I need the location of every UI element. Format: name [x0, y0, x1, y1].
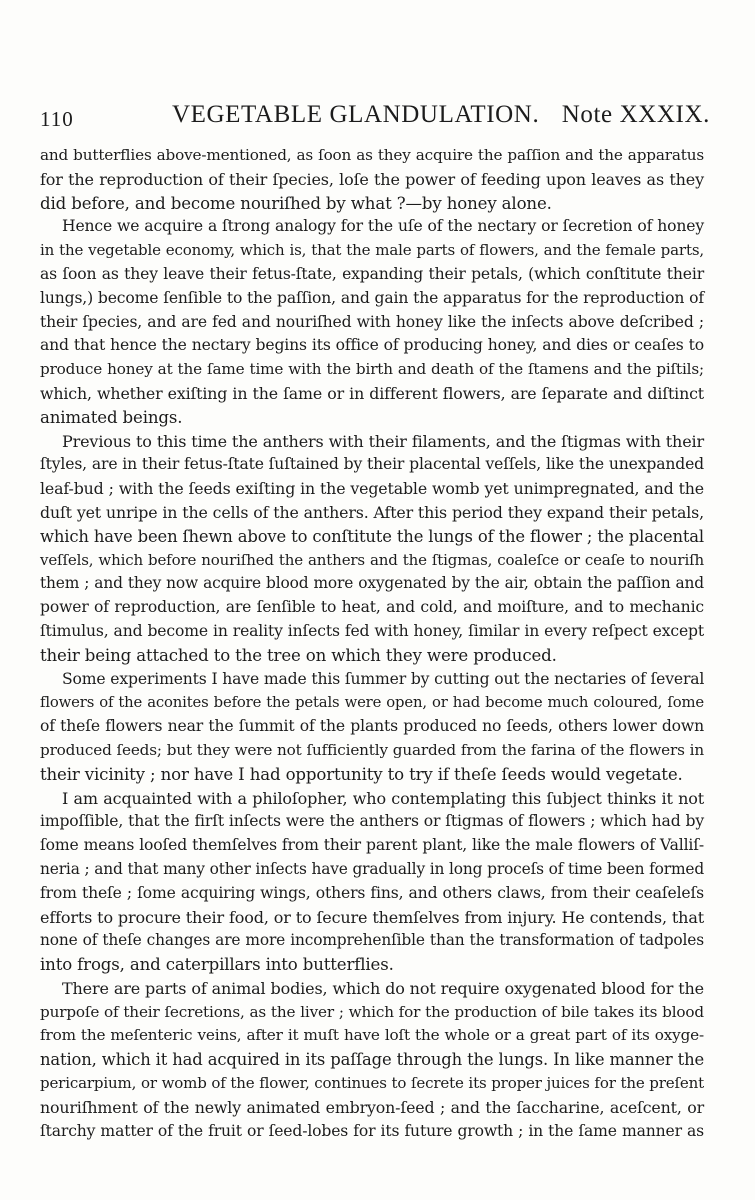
text-line: produce honey at the ſame time with the birth and death of the ſtamens and the piſtils; — [40, 360, 704, 379]
body-text — [40, 144, 704, 1143]
page-title: VEGETABLE GLANDULATION. — [172, 101, 540, 128]
text-line: Previous to this time the anthers with their filaments, and the ſtigmas with their — [62, 431, 704, 451]
text-line: flowers of the aconites before the petals were open, or had become much coloured, ſome — [40, 694, 704, 712]
text-line: purpoſe of their ſecretions, as the liver ; which for the production of bile takes its blood — [40, 1002, 704, 1021]
text-line: animated beings. — [40, 407, 183, 427]
page-number: 110 — [40, 107, 74, 131]
text-line: lungs,) become ſenſible to the paſſion, and gain the apparatus for the reproduction of — [40, 288, 704, 307]
text-line: pericarpium, or womb of the flower, continues to ſecrete its proper juices for the preſent — [40, 1074, 704, 1093]
text-line: There are parts of animal bodies, which do not require oxygenated blood for the — [62, 978, 704, 998]
note-label: Note XXXIX. — [561, 101, 710, 128]
text-line: their vicinity ; nor have I had opportunity to try if theſe ſeeds would vegetate. — [40, 764, 683, 784]
text-line: and butterflies above-mentioned, as ſoon as they acquire the paſſion and the apparatus — [40, 146, 704, 164]
text-line: in the vegetable economy, which is, that the male parts of flowers, and the female parts, — [40, 241, 704, 260]
text-line: leaf-bud ; with the ſeeds exiſting in the vegetable womb yet unimpregnated, and the — [40, 479, 704, 499]
text-line: none of theſe changes are more incomprehenſible than the transformation of tadpoles — [40, 931, 704, 950]
text-line: their ſpecies, and are fed and nouriſhed with honey like the inſects above deſcribed ; — [40, 312, 704, 331]
text-line: them ; and they now acquire blood more oxygenated by the air, obtain the paſſion and — [40, 574, 704, 593]
text-line: from theſe ; ſome acquiring wings, others fins, and others claws, from their ceaſeleſs — [40, 883, 704, 902]
text-line: impoſſible, that the firſt inſects were the anthers or ſtigmas of flowers ; which had by — [40, 812, 704, 831]
text-line: ſtarchy matter of the fruit or ſeed-lobes for its future growth ; in the ſame manner as — [40, 1121, 704, 1140]
text-line: ſome means looſed themſelves from their parent plant, like the male flowers of Valliſ- — [40, 836, 704, 855]
text-line: duſt yet unripe in the cells of the anthers. After this period they expand their petals, — [40, 502, 704, 522]
text-line: I am acquainted with a philoſopher, who contemplating this ſubject thinks it not — [62, 788, 704, 808]
text-line: ſtyles, are in their fetus-ſtate ſuſtained by their placental veſſels, like the unexpanded — [40, 455, 704, 474]
running-head — [40, 101, 710, 137]
text-line: as ſoon as they leave their fetus-ſtate, expanding their petals, (which conſtitute their — [40, 264, 704, 283]
text-line: power of reproduction, are ſenſible to heat, and cold, and moiſture, and to mechanic — [40, 598, 704, 617]
text-line: did before, and become nouriſhed by what ?—by honey alone. — [40, 193, 552, 213]
text-line: nouriſhment of the newly animated embryon-ſeed ; and the ſaccharine, aceſcent, or — [40, 1097, 704, 1117]
text-line: of theſe flowers near the ſummit of the plants produced no ſeeds, others lower down — [40, 717, 704, 736]
text-line: nation, which it had acquired in its paſſage through the lungs. In like manner the — [40, 1050, 705, 1070]
text-line: Hence we acquire a ſtrong analogy for the uſe of the nectary or ſecretion of honey — [62, 217, 704, 236]
text-line: efforts to procure their food, or to ſecure themſelves from injury. He contends, that — [40, 907, 704, 927]
text-line: Some experiments I have made this ſummer by cutting out the nectaries of ſeveral — [62, 669, 705, 688]
text-line: from the meſenteric veins, after it muſt have loſt the whole or a great part of its oxyge- — [40, 1026, 704, 1045]
text-line: and that hence the nectary begins its office of producing honey, and dies or ceaſes to — [40, 336, 704, 355]
text-line: produced ſeeds; but they were not ſufficiently guarded from the farina of the flowers in — [40, 740, 704, 759]
text-line: for the reproduction of their ſpecies, loſe the power of feeding upon leaves as they — [40, 169, 704, 189]
text-line: their being attached to the tree on which they were produced. — [40, 645, 557, 665]
text-line: ſtimulus, and become in reality inſects fed with honey, ſimilar in every reſpect except — [40, 621, 704, 640]
text-line: neria ; and that many other inſects have gradually in long proceſs of time been formed — [40, 859, 705, 878]
text-line: which have been ſhewn above to conſtitute the lungs of the flower ; the placental — [40, 526, 705, 546]
text-line: which, whether exiſting in the ſame or in different flowers, are ſeparate and diſtinct — [40, 383, 704, 403]
text-line: veſſels, which before nouriſhed the anthers and the ſtigmas, coaleſce or ceaſe to nouriſh — [40, 550, 704, 569]
text-line: into frogs, and caterpillars into butterflies. — [40, 955, 394, 975]
